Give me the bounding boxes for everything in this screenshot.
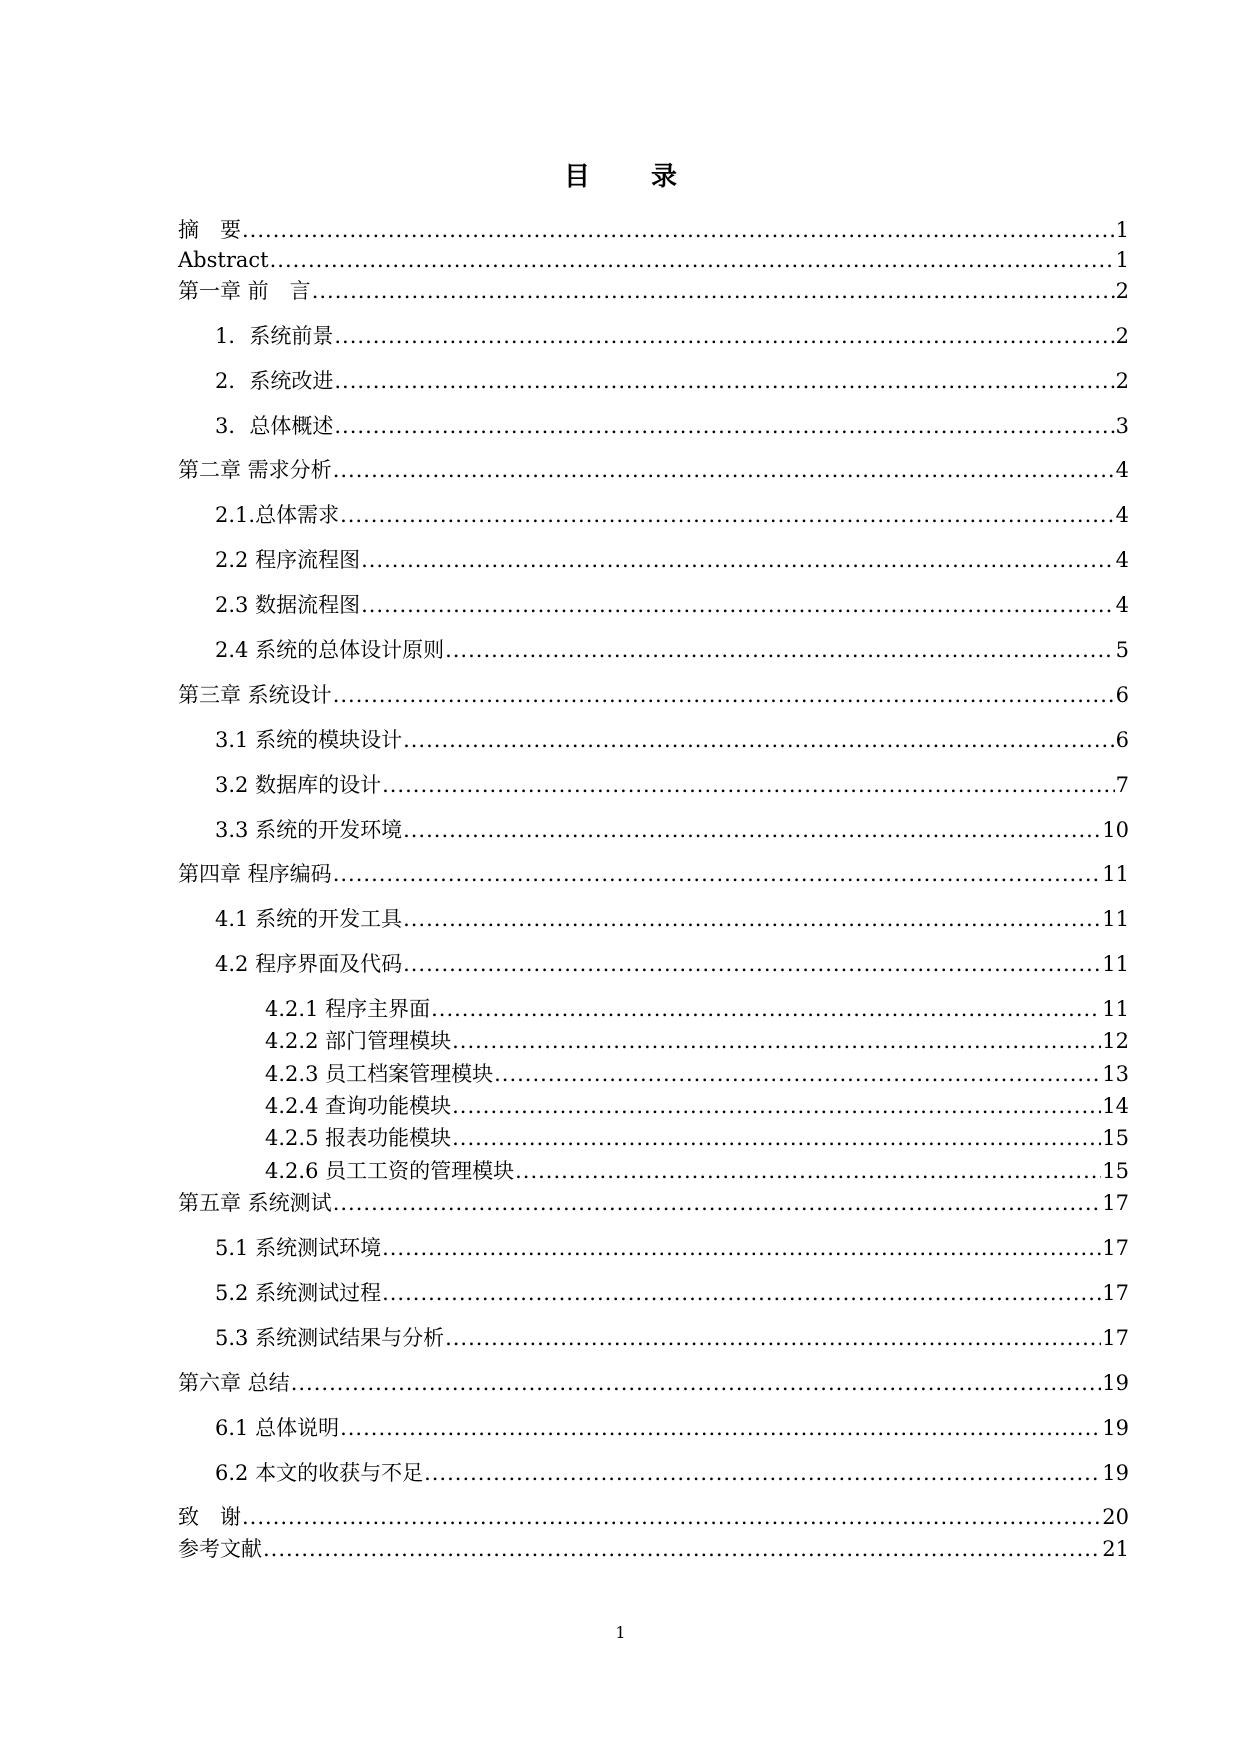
toc-entry-page: 11 (1102, 952, 1129, 976)
toc-entry-label: 3.2 数据库的设计 (215, 773, 382, 797)
toc-entry-page: 15 (1102, 1159, 1129, 1183)
toc-leader-dots (333, 457, 1115, 483)
toc-entry-label: 4.2 程序界面及代码 (215, 952, 403, 976)
toc-entry-acknowledgements[interactable] (178, 1504, 1129, 1530)
toc-leader-dots (445, 637, 1115, 663)
toc-leader-dots (242, 217, 1115, 243)
toc-entry-1-3[interactable] (215, 413, 1129, 439)
toc-entry-label: 4.2.4 查询功能模块 (265, 1094, 452, 1118)
toc-leader-dots (403, 727, 1115, 753)
toc-entry-page: 1 (1115, 218, 1129, 242)
toc-entry-label: 第四章 程序编码 (178, 862, 332, 886)
toc-entry-label: 致 谢 (178, 1505, 241, 1529)
toc-leader-dots (242, 1504, 1101, 1530)
toc-leader-dots (424, 1460, 1101, 1486)
toc-entry-chapter-2[interactable] (178, 457, 1129, 483)
toc-entry-2-4[interactable] (215, 637, 1129, 663)
toc-entry-chapter-5[interactable] (178, 1190, 1129, 1216)
toc-entry-label: 5.2 系统测试过程 (215, 1281, 382, 1305)
toc-entry-label: 第六章 总结 (178, 1371, 290, 1395)
toc-leader-dots (403, 951, 1101, 977)
toc-entry-chapter-4[interactable] (178, 861, 1129, 887)
toc-entry-page: 1 (1115, 248, 1129, 272)
toc-leader-dots (452, 1125, 1101, 1151)
toc-entry-page: 4 (1115, 458, 1129, 482)
toc-entry-page: 4 (1115, 503, 1129, 527)
toc-entry-page: 14 (1102, 1094, 1129, 1118)
toc-entry-page: 19 (1102, 1416, 1129, 1440)
toc-entry-4-2-3[interactable] (265, 1061, 1129, 1087)
toc-entry-chapter-6[interactable] (178, 1370, 1129, 1396)
toc-entry-2-3[interactable] (215, 592, 1129, 618)
toc-entry-page: 7 (1115, 773, 1129, 797)
toc-entry-1-2[interactable] (215, 368, 1129, 394)
toc-entry-page: 21 (1102, 1537, 1129, 1561)
toc-entry-abstract-cn[interactable] (178, 217, 1129, 243)
toc-entry-5-1[interactable] (215, 1235, 1129, 1261)
toc-entry-label: 1．系统前景 (215, 324, 334, 348)
toc-leader-dots (452, 1028, 1101, 1054)
toc-leader-dots (334, 368, 1114, 394)
toc-entry-page: 6 (1115, 728, 1129, 752)
toc-entry-label: Abstract (178, 248, 269, 272)
toc-entry-page: 19 (1102, 1371, 1129, 1395)
toc-leader-dots (382, 1235, 1101, 1261)
toc-entry-4-2-6[interactable] (265, 1158, 1129, 1184)
toc-entry-page: 17 (1102, 1191, 1129, 1215)
toc-entry-page: 5 (1115, 638, 1129, 662)
toc-entry-label: 6.1 总体说明 (215, 1416, 340, 1440)
toc-leader-dots (263, 1536, 1101, 1562)
toc-entry-4-2-2[interactable] (265, 1028, 1129, 1054)
toc-entry-label: 2.2 程序流程图 (215, 548, 361, 572)
toc-entry-label: 2．系统改进 (215, 369, 334, 393)
toc-entry-1-1[interactable] (215, 323, 1129, 349)
toc-leader-dots (270, 247, 1115, 273)
toc-entry-label: 第二章 需求分析 (178, 458, 332, 482)
toc-entry-label: 4.1 系统的开发工具 (215, 907, 403, 931)
toc-leader-dots (291, 1370, 1102, 1396)
toc-entry-page: 12 (1102, 1029, 1129, 1053)
toc-leader-dots (403, 817, 1101, 843)
toc-entry-page: 4 (1115, 593, 1129, 617)
toc-entry-chapter-3[interactable] (178, 682, 1129, 708)
toc-entry-2-1[interactable] (215, 502, 1129, 528)
toc-entry-label: 第一章 前 言 (178, 279, 311, 303)
toc-entry-3-3[interactable] (215, 817, 1129, 843)
toc-entry-label: 4.2.6 员工工资的管理模块 (265, 1159, 515, 1183)
toc-entry-page: 15 (1102, 1126, 1129, 1150)
toc-leader-dots (312, 278, 1115, 304)
toc-entry-6-2[interactable] (215, 1460, 1129, 1486)
toc-entry-label: 5.1 系统测试环境 (215, 1236, 382, 1260)
toc-entry-label: 2.1.总体需求 (215, 503, 340, 527)
toc-leader-dots (333, 682, 1115, 708)
toc-entry-4-2-4[interactable] (265, 1093, 1129, 1119)
toc-entry-references[interactable] (178, 1536, 1129, 1562)
toc-entry-label: 4.2.1 程序主界面 (265, 997, 431, 1021)
toc-entry-label: 参考文献 (178, 1537, 262, 1561)
toc-entry-3-2[interactable] (215, 772, 1129, 798)
toc-leader-dots (340, 502, 1115, 528)
toc-leader-dots (494, 1061, 1101, 1087)
toc-entry-label: 摘 要 (178, 218, 241, 242)
toc-leader-dots (515, 1158, 1101, 1184)
toc-entry-page: 2 (1115, 324, 1129, 348)
toc-entry-abstract-en[interactable] (178, 247, 1129, 273)
toc-entry-page: 2 (1115, 369, 1129, 393)
toc-entry-label: 4.2.3 员工档案管理模块 (265, 1062, 494, 1086)
toc-entry-5-3[interactable] (215, 1325, 1129, 1351)
toc-leader-dots (452, 1093, 1101, 1119)
toc-entry-page: 6 (1115, 683, 1129, 707)
toc-title: 目 录 (563, 162, 704, 192)
toc-entry-page: 19 (1102, 1461, 1129, 1485)
toc-entry-label: 4.2.2 部门管理模块 (265, 1029, 452, 1053)
toc-entry-page: 4 (1115, 548, 1129, 572)
toc-leader-dots (445, 1325, 1101, 1351)
toc-entry-page: 11 (1102, 907, 1129, 931)
toc-entry-label: 2.4 系统的总体设计原则 (215, 638, 445, 662)
toc-leader-dots (333, 861, 1102, 887)
toc-entry-page: 2 (1115, 279, 1129, 303)
toc-entry-4-1[interactable] (215, 906, 1129, 932)
toc-entry-page: 17 (1102, 1281, 1129, 1305)
toc-entry-page: 17 (1102, 1326, 1129, 1350)
toc-entry-label: 2.3 数据流程图 (215, 593, 361, 617)
toc-entry-label: 第五章 系统测试 (178, 1191, 332, 1215)
toc-entry-4-2-1[interactable] (265, 996, 1129, 1022)
toc-entry-5-2[interactable] (215, 1280, 1129, 1306)
toc-entry-page: 11 (1102, 862, 1129, 886)
toc-leader-dots (361, 592, 1115, 618)
toc-entry-4-2-5[interactable] (265, 1125, 1129, 1151)
toc-leader-dots (403, 906, 1101, 932)
toc-entry-3-1[interactable] (215, 727, 1129, 753)
toc-leader-dots (333, 1190, 1102, 1216)
toc-entry-page: 17 (1102, 1236, 1129, 1260)
toc-leader-dots (382, 772, 1115, 798)
toc-leader-dots (382, 1280, 1101, 1306)
toc-entry-4-2[interactable] (215, 951, 1129, 977)
toc-entry-page: 11 (1102, 997, 1129, 1021)
toc-entry-page: 3 (1115, 414, 1129, 438)
toc-entry-chapter-1[interactable] (178, 278, 1129, 304)
toc-entry-label: 4.2.5 报表功能模块 (265, 1126, 452, 1150)
toc-entry-page: 20 (1102, 1505, 1129, 1529)
toc-leader-dots (334, 413, 1114, 439)
toc-leader-dots (340, 1415, 1101, 1441)
toc-entry-label: 第三章 系统设计 (178, 683, 332, 707)
page-number: 1 (615, 1623, 626, 1642)
toc-entry-label: 6.2 本文的收获与不足 (215, 1461, 424, 1485)
toc-entry-label: 3．总体概述 (215, 414, 334, 438)
toc-entry-6-1[interactable] (215, 1415, 1129, 1441)
toc-leader-dots (361, 547, 1115, 573)
toc-entry-label: 3.1 系统的模块设计 (215, 728, 403, 752)
toc-entry-page: 10 (1102, 818, 1129, 842)
toc-leader-dots (334, 323, 1114, 349)
toc-entry-2-2[interactable] (215, 547, 1129, 573)
toc-entry-label: 5.3 系统测试结果与分析 (215, 1326, 445, 1350)
toc-entry-page: 13 (1102, 1062, 1129, 1086)
toc-leader-dots (431, 996, 1101, 1022)
toc-entry-label: 3.3 系统的开发环境 (215, 818, 403, 842)
